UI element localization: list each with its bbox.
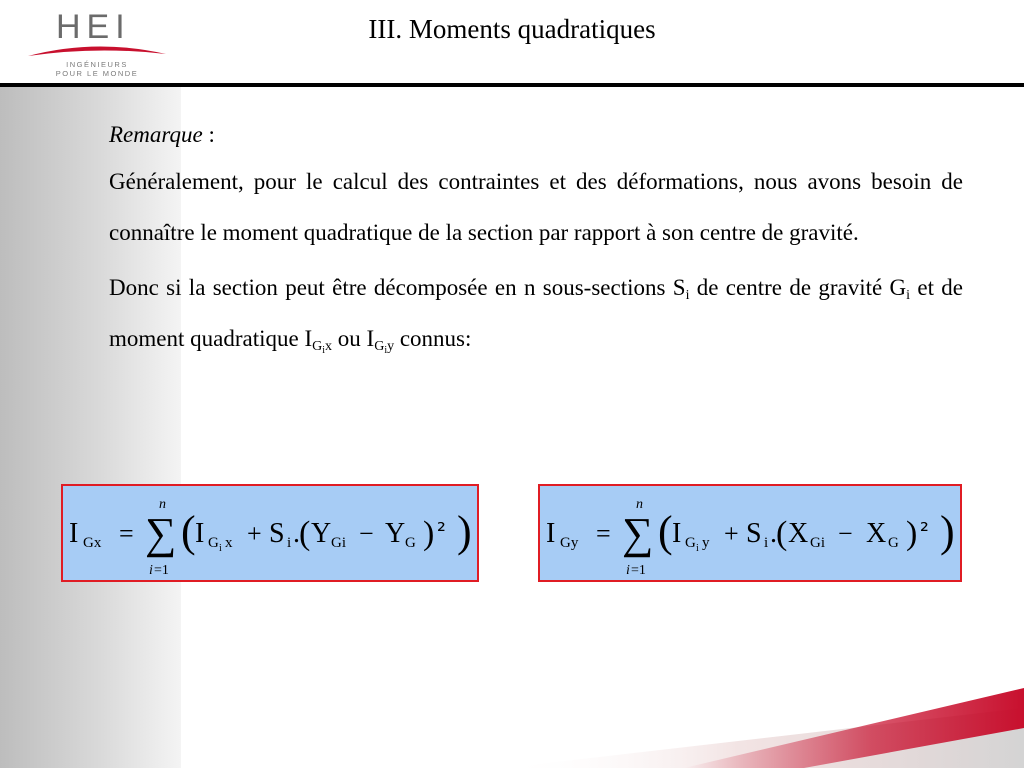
formula-igx-var2-sub: G [405, 535, 416, 551]
formula-igx-term-i: I [195, 518, 205, 549]
formula-igx [63, 486, 477, 580]
formula-igx-s: S [269, 518, 285, 549]
formula-igx-term-sub-g: G [208, 535, 219, 551]
formula-igy-var: X [788, 518, 809, 549]
formula-igy-s: S [746, 518, 762, 549]
para2-sub-gi: i [906, 288, 911, 303]
formula-igy-term-i: I [672, 518, 682, 549]
formula-igx-sum-lower-i: i [149, 563, 153, 578]
formula-igx-s-sub: i [287, 535, 292, 551]
formula-igy-term-sub-y: y [702, 535, 710, 551]
formula-igx-var: Y [311, 518, 332, 549]
formula-igy-sum: ∑ [622, 509, 654, 558]
header-divider [0, 83, 1024, 87]
formula-igx-close-paren: ) [457, 507, 472, 556]
logo-subtitle-line2: POUR LE MONDE [55, 69, 139, 78]
formula-igx-equals: = [119, 519, 134, 548]
formula-igx-minus: − [359, 519, 374, 548]
formula-igx-plus: + [247, 519, 262, 548]
formula-igx-lhs-sub: Gx [83, 535, 102, 551]
formula-igy-inner-close: ) [906, 515, 918, 552]
para2-sub-giy-y: y [387, 339, 395, 354]
formula-igy-open-paren: ( [658, 507, 673, 556]
remark-colon: : [202, 122, 215, 147]
slide-content [109, 118, 963, 364]
formula-igy-var-sub: Gi [810, 535, 825, 551]
para2-text-b: de centre de gravité G [689, 275, 907, 300]
formula-igx-term-sub-i: i [219, 543, 222, 554]
paragraph-2 [109, 262, 963, 364]
para2-sub-giy-g: G [374, 339, 385, 354]
formula-igy-sum-lower-i: i [626, 563, 630, 578]
para2-sub-giy [374, 339, 394, 354]
para2-sub-gix-g: G [312, 339, 323, 354]
para2-sub-gix-x: x [325, 339, 333, 354]
formula-igy-minus: − [838, 519, 853, 548]
formula-igy-inner-open: ( [776, 515, 788, 552]
logo-wordmark: HEI [56, 8, 131, 46]
formula-igy-s-sub: i [764, 535, 769, 551]
formula-igy-var2: X [866, 518, 887, 549]
formula-igx-term-sub-x: x [225, 535, 233, 551]
corner-swoosh-icon [504, 688, 1024, 768]
formula-igy-sum-upper: n [636, 497, 643, 512]
paragraph-1: Généralement, pour le calcul des contraintes et des déformations, nous avons besoin de connaître le moment quadratique de la section par rapport à son centre de gravité. [109, 169, 963, 245]
formula-igx-inner-open: ( [299, 515, 311, 552]
logo-subtitle-line1: INGÉNIEURS [66, 60, 128, 69]
para2-text-c: et de moment quadratique I [109, 275, 963, 351]
formula-igy-var2-sub: G [888, 535, 899, 551]
formula-igy [540, 486, 960, 580]
slide-title-text: III. Moments quadratiques [368, 14, 656, 44]
formula-igx-sum-upper: n [159, 497, 166, 512]
para2-sub-giy-i: i [384, 345, 388, 356]
formula-box-igx [61, 484, 479, 582]
formula-igy-term-sub-g: G [685, 535, 696, 551]
formula-igy-lhs: I [546, 518, 556, 549]
formula-igy-lhs-sub: Gy [560, 535, 579, 551]
formula-box-igy [538, 484, 962, 582]
formula-igx-square: ² [437, 519, 446, 544]
formula-igy-dot: . [770, 518, 777, 549]
formula-igy-close-paren: ) [940, 507, 955, 556]
formula-igy-square: ² [920, 519, 929, 544]
formula-igy-equals: = [596, 519, 611, 548]
formula-igx-open-paren: ( [181, 507, 196, 556]
para2-text-d: ou I [332, 326, 375, 351]
formula-igy-term-sub-i: i [696, 543, 699, 554]
para2-text-e: connus: [394, 326, 472, 351]
formula-igx-inner-close: ) [423, 515, 435, 552]
slide-title [0, 14, 1024, 45]
formula-igy-plus: + [724, 519, 739, 548]
para2-text-a: Donc si la section peut être décomposée en n sous-sections S [109, 275, 686, 300]
formula-igy-sum-lower-eq: =1 [631, 563, 646, 578]
formula-igx-lhs: I [69, 518, 79, 549]
para2-sub-gix-i: i [322, 345, 326, 356]
para2-sub-si: i [685, 288, 690, 303]
formula-igx-sum: ∑ [145, 509, 177, 558]
logo-subtitle [26, 60, 168, 78]
formula-igx-var-sub: Gi [331, 535, 346, 551]
para2-sub-gix [312, 339, 332, 354]
formula-igx-sum-lower-eq: =1 [154, 563, 169, 578]
remark-label: Remarque [109, 122, 203, 147]
remark-heading [109, 118, 963, 152]
formula-igx-var2: Y [385, 518, 406, 549]
formula-igx-dot: . [293, 518, 300, 549]
